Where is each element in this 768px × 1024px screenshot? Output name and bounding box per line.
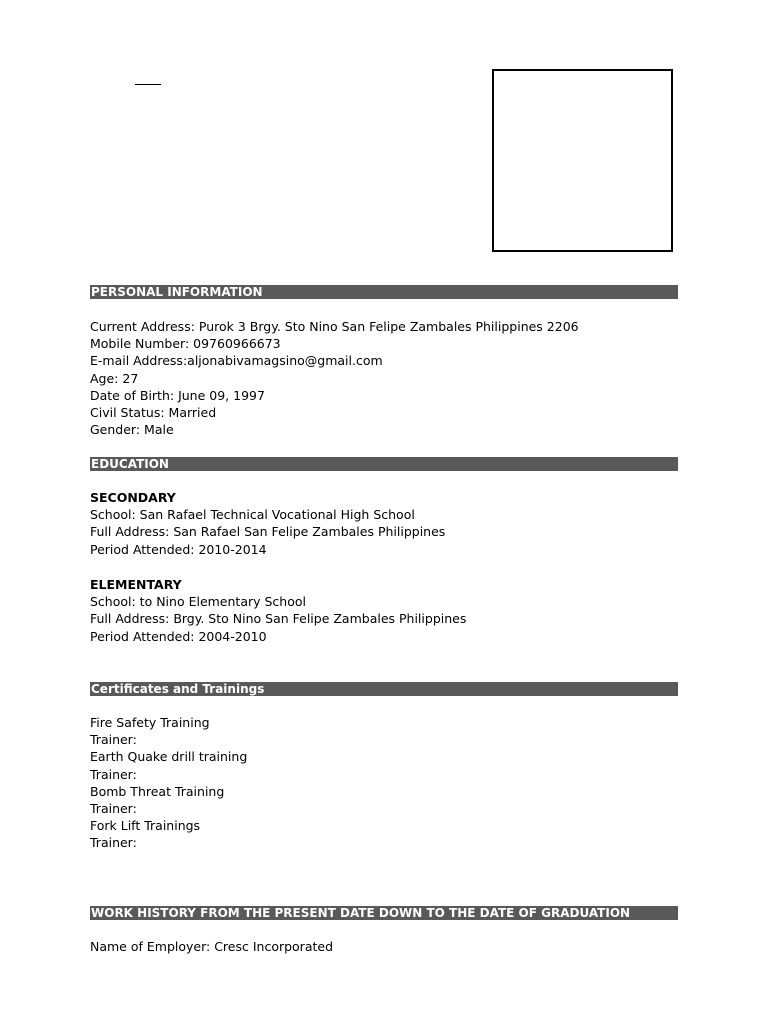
date-of-birth: Date of Birth: June 09, 1997: [90, 387, 265, 403]
section-heading-education: EDUCATION: [90, 457, 678, 471]
secondary-school: School: San Rafael Technical Vocational High School: [90, 507, 415, 523]
mobile-number: Mobile Number: 09760966673: [90, 336, 281, 352]
email-address: E-mail Address:aljonabivamagsino@gmail.com: [90, 353, 383, 369]
secondary-address: Full Address: San Rafael San Felipe Zambales Philippines: [90, 524, 446, 540]
personal-information-block: [90, 318, 690, 438]
age: Age: 27: [90, 370, 139, 386]
work-history-block: [90, 938, 690, 955]
section-heading-personal-information: PERSONAL INFORMATION: [90, 285, 678, 299]
current-address: Current Address: Purok 3 Brgy. Sto Nino San Felipe Zambales Philippines 2206: [90, 319, 579, 334]
secondary-title: SECONDARY: [90, 490, 176, 505]
certificate-item: Fork Lift Trainings: [90, 818, 201, 834]
gender: Gender: Male: [90, 422, 174, 438]
certificate-item: Earth Quake drill training: [90, 749, 248, 765]
education-elementary-block: [90, 576, 690, 645]
secondary-period: Period Attended: 2010-2014: [90, 541, 267, 557]
elementary-title: ELEMENTARY: [90, 577, 182, 592]
section-heading-certificates: Certificates and Trainings: [90, 682, 678, 696]
certificate-item: Fire Safety Training: [90, 715, 210, 730]
trainer-line: Trainer:: [90, 732, 137, 748]
education-secondary-block: [90, 489, 690, 558]
trainer-line: Trainer:: [90, 766, 137, 782]
employer-name: Name of Employer: Cresc Incorporated: [90, 939, 334, 954]
section-heading-work-history: WORK HISTORY FROM THE PRESENT DATE DOWN TO THE DATE OF GRADUATION: [90, 906, 678, 920]
photo-placeholder: [492, 69, 673, 252]
civil-status: Civil Status: Married: [90, 404, 217, 420]
elementary-period: Period Attended: 2004-2010: [90, 628, 267, 644]
name-underline: [135, 84, 161, 85]
trainer-line: Trainer:: [90, 800, 137, 816]
certificate-item: Bomb Threat Training: [90, 783, 225, 799]
trainer-line: Trainer:: [90, 835, 137, 851]
certificates-block: [90, 714, 690, 852]
elementary-address: Full Address: Brgy. Sto Nino San Felipe Zambales Philippines: [90, 611, 467, 627]
elementary-school: School: to Nino Elementary School: [90, 594, 306, 610]
